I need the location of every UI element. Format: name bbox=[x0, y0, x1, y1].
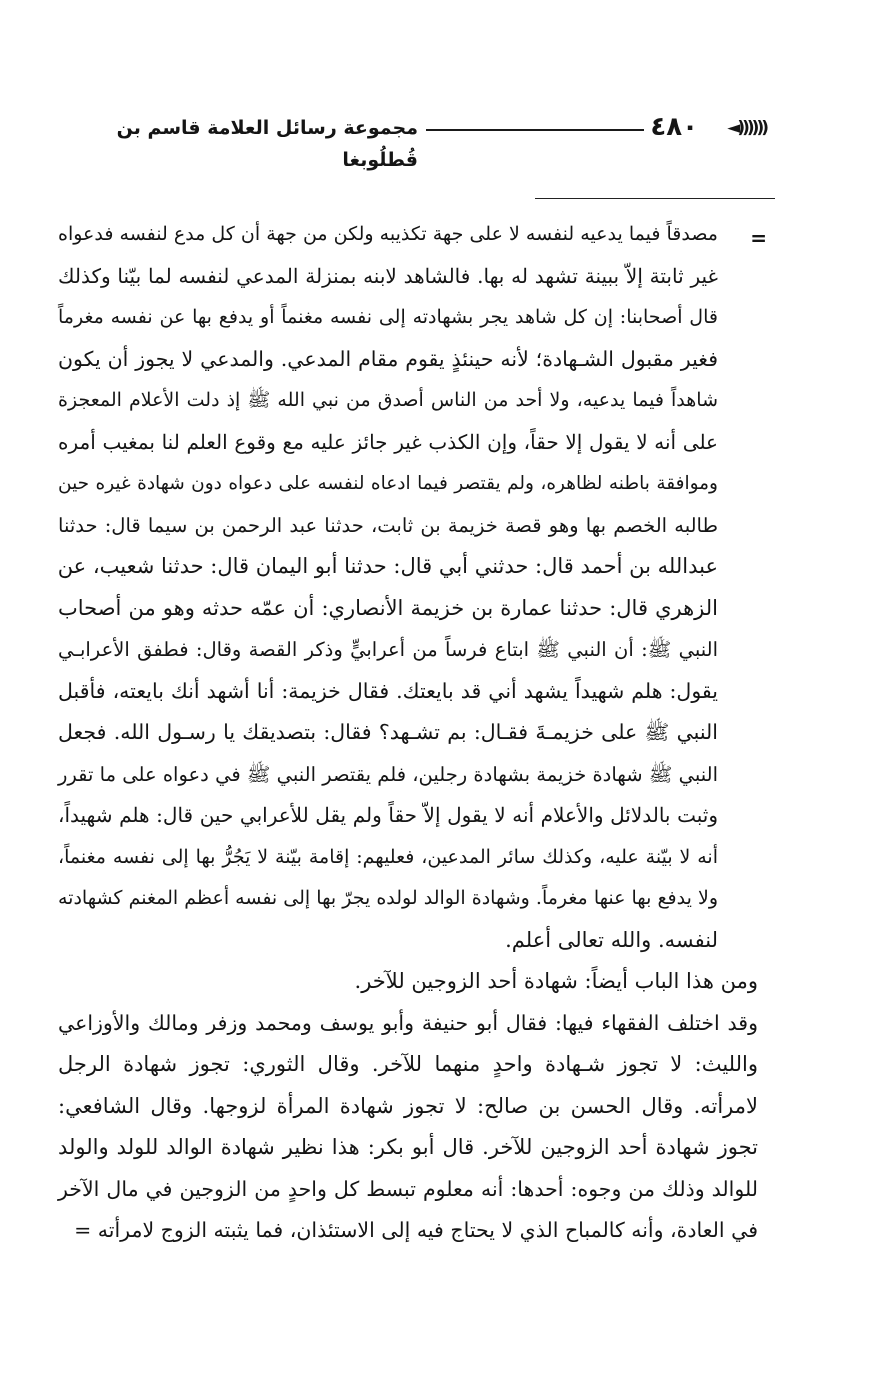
text-line: النبي ﷺ شهادة خزيمة بشهادة رجلين، فلم يقتصر النبي ﷺ في دعواه على ما تقرر bbox=[58, 762, 718, 786]
text-line: مصدقاً فيما يدعيه لنفسه لا على جهة تكذيبه ولكن من جهة أن كل مدع لنفسه فدعواه bbox=[58, 223, 718, 245]
text-line: فغير مقبول الشـهادة؛ لأنه حينئذٍ يقوم مقام المدعي. والمدعي لا يجوز أن يكون bbox=[58, 346, 718, 371]
text-line: لامرأته. وقال الحسن بن صالح: لا تجوز شهادة المرأة لزوجها. وقال الشافعي: bbox=[58, 1093, 758, 1118]
paragraph bbox=[58, 1003, 758, 1252]
text-line: طالبه الخصم بها وهو قصة خزيمة بن ثابت، حدثنا عبد الرحمن بن سيما قال: حدثنا bbox=[58, 513, 718, 537]
continuation-mark: = bbox=[750, 226, 767, 250]
text-line: تجوز شهادة أحد الزوجين للآخر. قال أبو بكر: هذا نظير شهادة الوالد للولد والولد bbox=[58, 1135, 758, 1159]
text-line: الزهري قال: حدثنا عمارة بن خزيمة الأنصاري: أن عمّه حدثه وهو من أصحاب bbox=[58, 595, 718, 620]
text-line: قال أصحابنا: إن كل شاهد يجر بشهادته إلى نفسه مغنماً أو يدفع بها عن نفسه مغرماً bbox=[58, 306, 718, 328]
running-header bbox=[56, 112, 768, 171]
paragraph bbox=[58, 214, 758, 961]
text-line: ولا يدفع بها عنها مغرماً. وشهادة الوالد لولده يجرّ بها إلى نفسه أعظم المغنم كشهادته bbox=[58, 887, 718, 909]
paragraph bbox=[58, 961, 758, 1003]
header-ornament-right: ◄)))))) bbox=[725, 114, 768, 142]
text-line: على أنه لا يقول إلا حقاً، وإن الكذب غير جائز عليه مع وقوع العلم لنا بمغيب أمره bbox=[58, 429, 718, 454]
text-line: وقد اختلف الفقهاء فيها: فقال أبو حنيفة وأبو يوسف ومحمد وزفر ومالك والأوزاعي bbox=[58, 1010, 758, 1035]
text-line: شاهداً فيما يدعيه، ولا أحد من الناس أصدق من نبي الله ﷺ إذ دلت الأعلام المعجزة bbox=[58, 389, 718, 411]
text-line: أنه لا بيّنة عليه، وكذلك سائر المدعين، فعليهم: إقامة بيّنة لا يَجُرُّ بها إلى نفسه مغنماً، bbox=[58, 845, 718, 868]
continuation-rule bbox=[535, 198, 775, 199]
text-line: في العادة، وأنه كالمباح الذي لا يحتاج فيه إلى الاستئذان، فما يثبته الزوج لامرأته = bbox=[74, 1218, 758, 1242]
text-line: النبي ﷺ: أن النبي ﷺ ابتاع فرساً من أعرابيٍّ وذكر القصة وقال: فطفق الأعرابـي bbox=[58, 638, 718, 661]
body-text bbox=[58, 214, 758, 1252]
text-line: وموافقة باطنه لظاهره، ولم يقتصر فيما ادعاه لنفسه على دعواه دون شهادة غيره حين bbox=[58, 473, 718, 494]
text-line: غير ثابتة إلاّ ببينة تشهد له بها. فالشاهد لابنه بمنزلة المدعي لنفسه لما بيّنا وكذلك bbox=[58, 263, 718, 288]
text-line: وثبت بالدلائل والأعلام أنه لا يقول إلاّ حقاً ولم يقل للأعرابي حين قال: هلم شهيداً، bbox=[58, 803, 718, 827]
page-number: ٤٨٠ bbox=[644, 110, 704, 144]
text-line: النبي ﷺ على خزيمـةَ فقـال: بم تشـهد؟ فقال: بتصديقك يا رسـول الله. فجعل bbox=[58, 720, 718, 744]
running-title: مجموعة رسائل العلامة قاسم بن قُطلُوبغا bbox=[56, 112, 426, 176]
text-line: والليث: لا تجوز شـهادة واحدٍ منهما للآخر. وقال الثوري: تجوز شهادة الرجل bbox=[58, 1052, 758, 1076]
text-line: يقول: هلم شهيداً يشهد أني قد بايعتك. فقال خزيمة: أنا أشهد أنك بايعته، فأقبل bbox=[58, 678, 718, 703]
text-line: للوالد وذلك من وجوه: أحدها: أنه معلوم تبسط كل واحدٍ من الزوجين في مال الآخر bbox=[58, 1176, 758, 1201]
text-line: عبدالله بن أحمد قال: حدثني أبي قال: حدثنا أبو اليمان قال: حدثنا شعيب، عن bbox=[57, 554, 718, 578]
text-line: لنفسه. والله تعالى أعلم. bbox=[505, 927, 718, 952]
text-line: ومن هذا الباب أيضاً: شهادة أحد الزوجين للآخر. bbox=[354, 969, 758, 993]
